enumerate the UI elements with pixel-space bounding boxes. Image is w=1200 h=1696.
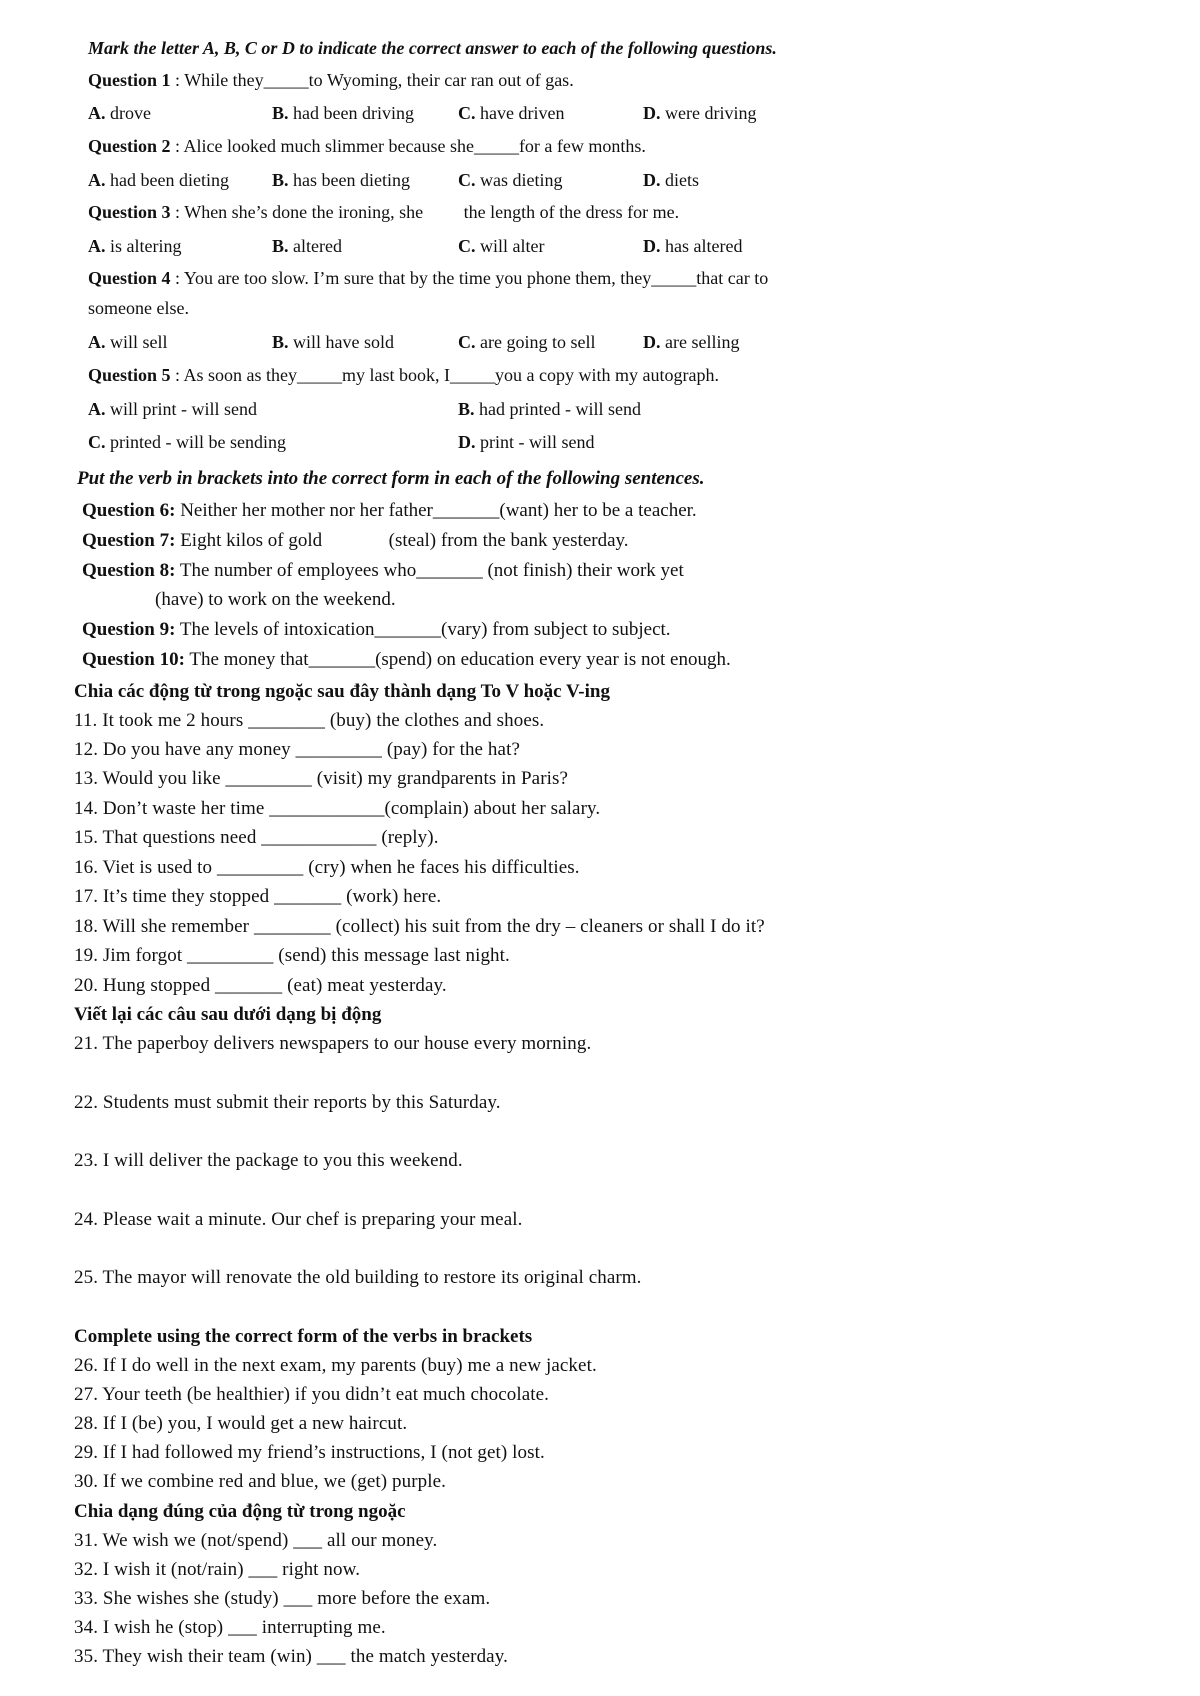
item-16: 16. Viet is used to _________ (cry) when he faces his difficulties.	[74, 857, 580, 878]
question-3: Question 3 : When she’s done the ironing, she the length of the dress for me.	[88, 202, 680, 222]
q2-option-d: D. diets	[643, 170, 699, 190]
q5-option-d: D. print - will send	[458, 432, 595, 452]
item-12: 12. Do you have any money _________ (pay) for the hat?	[74, 739, 520, 760]
q2-option-c: C. was dieting	[458, 170, 563, 190]
question-2: Question 2 : Alice looked much slimmer because she_____for a few months.	[88, 136, 646, 156]
question-9: Question 9: The levels of intoxication_______(vary) from subject to subject.	[82, 619, 671, 640]
q3-option-c: C. will alter	[458, 236, 545, 256]
item-18: 18. Will she remember ________ (collect) his suit from the dry – cleaners or shall I do it?	[74, 916, 765, 937]
item-35: 35. They wish their team (win) ___ the match yesterday.	[74, 1646, 508, 1667]
q1-option-a: A. drove	[88, 103, 151, 123]
question-1: Question 1 : While they_____to Wyoming, their car ran out of gas.	[88, 70, 574, 90]
item-14: 14. Don’t waste her time ____________(complain) about her salary.	[74, 798, 601, 819]
q1-option-b: B. had been driving	[272, 103, 414, 123]
item-19: 19. Jim forgot _________ (send) this message last night.	[74, 945, 510, 966]
item-27: 27. Your teeth (be healthier) if you didn’t eat much chocolate.	[74, 1384, 550, 1405]
item-32: 32. I wish it (not/rain) ___ right now.	[74, 1559, 361, 1580]
question-8-continued: (have) to work on the weekend.	[155, 589, 396, 610]
q3-option-d: D. has altered	[643, 236, 743, 256]
conditional-section-heading: Complete using the correct form of the verbs in brackets	[74, 1326, 533, 1347]
passive-section-heading: Viết lại các câu sau dưới dạng bị động	[74, 1004, 382, 1025]
q4-option-d: D. are selling	[643, 332, 740, 352]
q4-option-b: B. will have sold	[272, 332, 395, 352]
item-33: 33. She wishes she (study) ___ more before the exam.	[74, 1588, 491, 1609]
item-34: 34. I wish he (stop) ___ interrupting me.	[74, 1617, 386, 1638]
q2-option-b: B. has been dieting	[272, 170, 410, 190]
wish-section-heading: Chia dạng đúng của động từ trong ngoặc	[74, 1501, 406, 1522]
verb-section-heading: Put the verb in brackets into the correct form in each of the following sentences.	[77, 468, 705, 489]
q4-option-a: A. will sell	[88, 332, 168, 352]
q3-option-b: B. altered	[272, 236, 342, 256]
mc-section-heading: Mark the letter A, B, C or D to indicate the correct answer to each of the following questions.	[88, 38, 777, 58]
q5-option-b: B. had printed - will send	[458, 399, 641, 419]
item-22: 22. Students must submit their reports by this Saturday.	[74, 1092, 501, 1113]
question-4-continued: someone else.	[88, 298, 189, 318]
question-7: Question 7: Eight kilos of gold (steal) from the bank yesterday.	[82, 530, 629, 551]
item-17: 17. It’s time they stopped _______ (work) here.	[74, 886, 442, 907]
item-21: 21. The paperboy delivers newspapers to our house every morning.	[74, 1033, 592, 1054]
q5-option-c: C. printed - will be sending	[88, 432, 286, 452]
q3-option-a: A. is altering	[88, 236, 182, 256]
item-29: 29. If I had followed my friend’s instructions, I (not get) lost.	[74, 1442, 545, 1463]
item-20: 20. Hung stopped _______ (eat) meat yesterday.	[74, 975, 447, 996]
question-10: Question 10: The money that_______(spend) on education every year is not enough.	[82, 649, 731, 670]
question-5: Question 5 : As soon as they_____my last book, I_____you a copy with my autograph.	[88, 365, 719, 385]
q2-option-a: A. had been dieting	[88, 170, 229, 190]
q1-option-d: D. were driving	[643, 103, 757, 123]
item-31: 31. We wish we (not/spend) ___ all our money.	[74, 1530, 438, 1551]
item-23: 23. I will deliver the package to you this weekend.	[74, 1150, 463, 1171]
item-30: 30. If we combine red and blue, we (get) purple.	[74, 1471, 446, 1492]
item-25: 25. The mayor will renovate the old building to restore its original charm.	[74, 1267, 642, 1288]
tov-section-heading: Chia các động từ trong ngoặc sau đây thành dạng To V hoặc V-ing	[74, 681, 610, 702]
item-28: 28. If I (be) you, I would get a new haircut.	[74, 1413, 408, 1434]
q4-option-c: C. are going to sell	[458, 332, 596, 352]
item-24: 24. Please wait a minute. Our chef is preparing your meal.	[74, 1209, 523, 1230]
question-4: Question 4 : You are too slow. I’m sure that by the time you phone them, they_____that car to	[88, 268, 769, 288]
q1-option-c: C. have driven	[458, 103, 565, 123]
question-6: Question 6: Neither her mother nor her father_______(want) her to be a teacher.	[82, 500, 697, 521]
question-8: Question 8: The number of employees who_______ (not finish) their work yet	[82, 560, 684, 581]
q5-option-a: A. will print - will send	[88, 399, 257, 419]
item-26: 26. If I do well in the next exam, my parents (buy) me a new jacket.	[74, 1355, 597, 1376]
item-13: 13. Would you like _________ (visit) my grandparents in Paris?	[74, 768, 569, 789]
item-11: 11. It took me 2 hours ________ (buy) the clothes and shoes.	[74, 710, 545, 731]
item-15: 15. That questions need ____________ (reply).	[74, 827, 439, 848]
